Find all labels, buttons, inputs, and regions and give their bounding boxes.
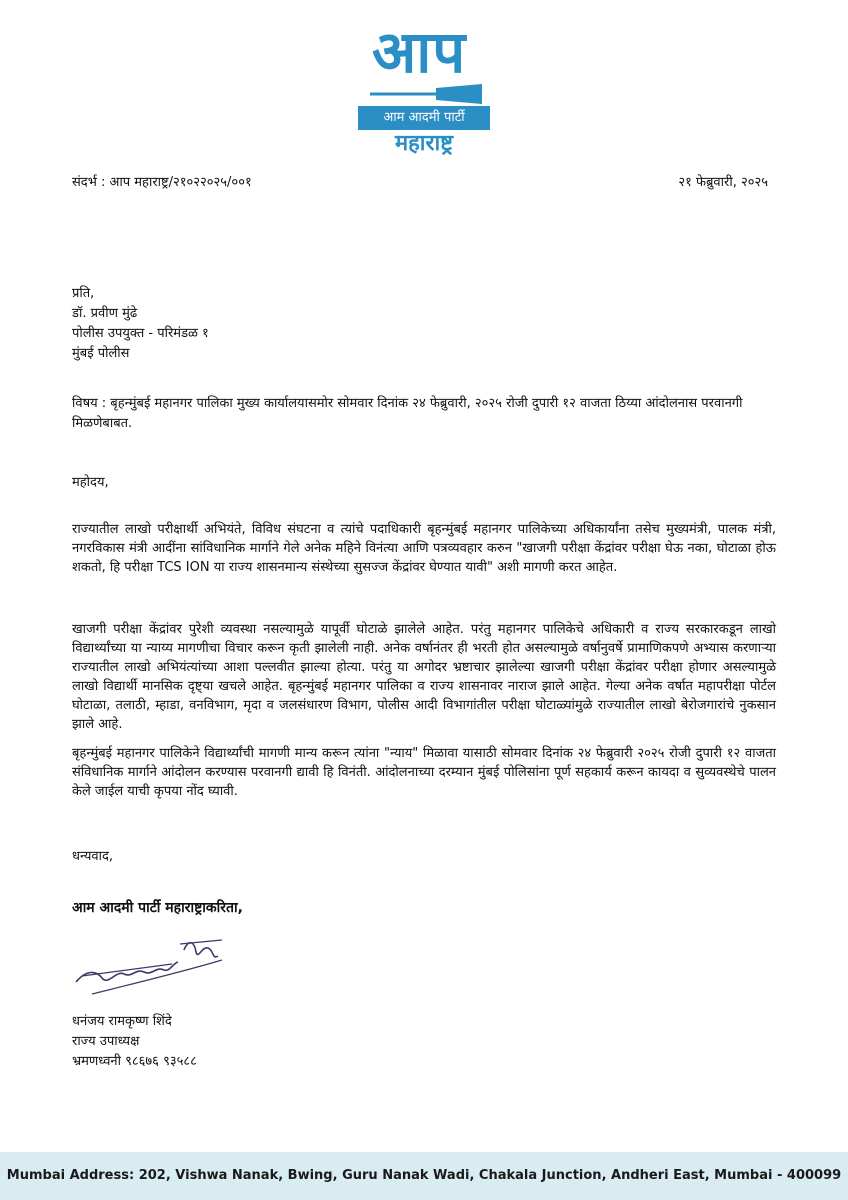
recipient-name: डॉ. प्रवीण मुंढे <box>72 306 138 321</box>
signer-block <box>72 1012 197 1072</box>
recipient-organization: मुंबई पोलीस <box>72 346 130 361</box>
letter-date: २१ फेब्रुवारी, २०२५ <box>678 175 768 190</box>
logo-state: महाराष्ट्र <box>394 131 454 156</box>
body-paragraph: खाजगी परीक्षा केंद्रांवर पुरेशी व्यवस्था नसल्यामुळे यापूर्वी घोटाळे झालेले आहेत. परंतु महानगर पालिकेचे अधिकारी व राज्य सरकारकडून लाखो विद्यार्थ्यांच्या या न्याय्य मागणीचा विचार करून कृती झालेली नाही. अनेक वर्षानंतर ही भरती होत असल्यामुळे वर्षानुवर्षे प्रामाणिकपणे अभ्यास करणाऱ्या राज्यातील लाखो अभियंत्यांच्या आशा पल्लवीत झाल्या होत्या. परंतु या अगोदर भ्रष्टाचार झालेल्या खाजगी परीक्षा केंद्रांवर परीक्षा होणार असल्यामुळे लाखो विद्यार्थी मानसिक दृष्ट्या खचले आहेत. बृहन्मुंबई महानगर पालिका व राज्य शासनावर नाराज झाले आहेत. गेल्या अनेक वर्षात महापरीक्षा पोर्टल घोटाळा, तलाठी, म्हाडा, वनविभाग, मृदा व जलसंधारण विभाग, पोलीस आदी विभागांतील परीक्षा घोटाळ्यांमुळे राज्यातील लाखो बेरोजगारांचे नुकसान झाले आहे. <box>72 622 776 732</box>
reference-number: संदर्भ : आप महाराष्ट्र/२१०२२०२५/००१ <box>72 175 252 190</box>
logo-aap-text: आप <box>372 18 467 86</box>
subject-line: विषय : बृहन्मुंबई महानगर पालिका मुख्य कार्यालयासमोर सोमवार दिनांक २४ फेब्रुवारी, २०२५ रोजी दुपारी १२ वाजता ठिय्या आंदोलनास परवानगी मिळणेबाबत. <box>72 396 743 431</box>
recipient-designation: पोलीस उपयुक्त - परिमंडळ १ <box>72 326 209 341</box>
broom-icon <box>364 84 484 104</box>
signer-name: धनंजय रामकृष्ण शिंदे <box>72 1014 172 1029</box>
footer-address: Mumbai Address: 202, Vishwa Nanak, Bwing, Guru Nanak Wadi, Chakala Junction, Andheri East, Mumbai - 400099 <box>6 1168 842 1183</box>
closing-thanks: धन्यवाद, <box>72 849 114 864</box>
handwritten-signature <box>72 930 232 1002</box>
party-logo <box>358 18 490 156</box>
recipient-block <box>72 284 209 364</box>
signer-phone: भ्रमणध्वनी ९८६७६ ९३५८८ <box>72 1054 197 1069</box>
footer-bar <box>0 1152 848 1200</box>
signer-title: राज्य उपाध्यक्ष <box>72 1034 140 1049</box>
body-paragraph: राज्यातील लाखो परीक्षार्थी अभियंते, विविध संघटना व त्यांचे पदाधिकारी बृहन्मुंबई महानगर पालिकेच्या अधिकार्यांना तसेच मुख्यमंत्री, पालक मंत्री, नगरविकास मंत्री आदींना सांविधानिक मार्गाने गेले अनेक महिने विनंत्या आणि पत्रव्यवहार करुन "खाजगी परीक्षा केंद्रांवर परीक्षा घेऊ नका, घोटाळा होऊ शकतो, हि परीक्षा TCS ION या राज्य शासनमान्य संस्थेच्या सुसज्ज केंद्रांवर घेण्यात यावी" अशी मागणी करत आहेत. <box>72 522 776 575</box>
salutation: महोदय, <box>72 475 109 490</box>
party-signoff: आम आदमी पार्टी महाराष्ट्राकरिता, <box>72 900 243 916</box>
recipient-line: प्रति, <box>72 286 95 301</box>
logo-band: आम आदमी पार्टी <box>358 106 490 130</box>
body-paragraph: बृहन्मुंबई महानगर पालिकेने विद्यार्थ्यांची मागणी मान्य करून त्यांना "न्याय" मिळावा यासाठी सोमवार दिनांक २४ फेब्रुवारी २०२५ रोजी दुपारी १२ वाजता संविधानिक मार्गाने आंदोलन करण्यास परवानगी द्यावी हि विनंती. आंदोलनाच्या दरम्यान मुंबई पोलिसांना पूर्ण सहकार्य करून कायदा व सुव्यवस्थेचे पालन केले जाईल याची कृपया नोंद घ्यावी. <box>72 746 776 799</box>
